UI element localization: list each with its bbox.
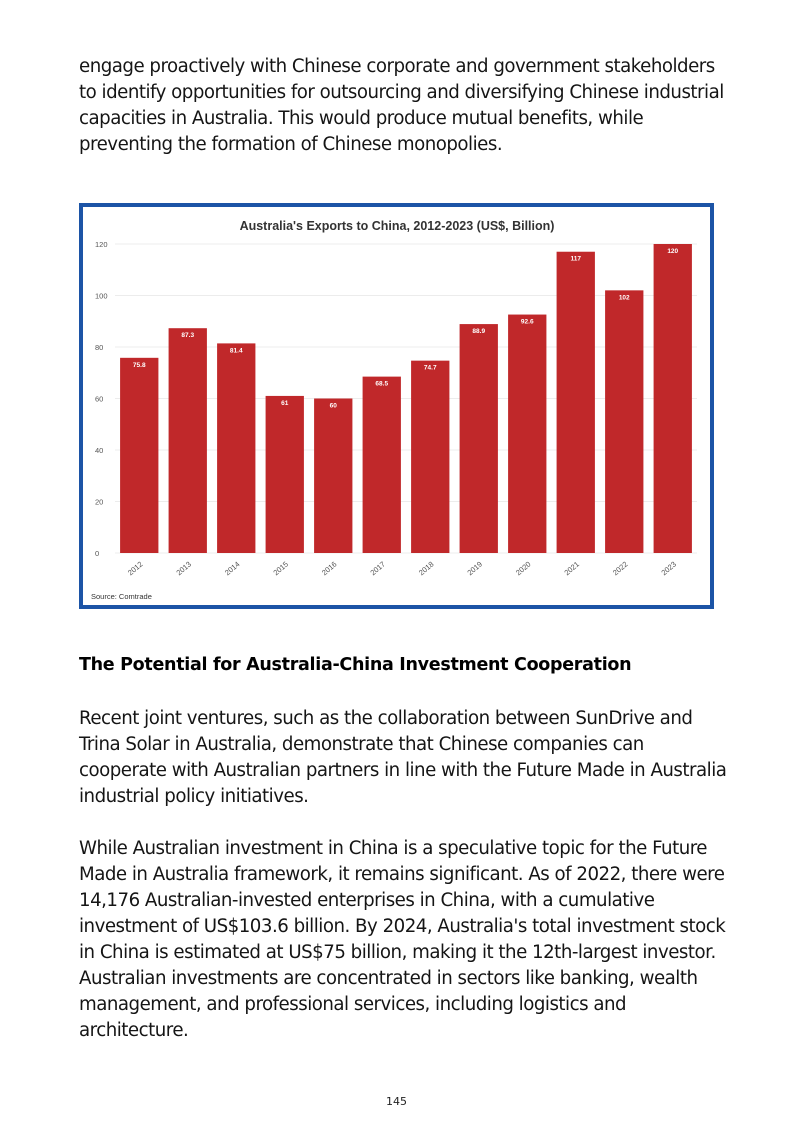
bar-chart-svg xyxy=(83,207,710,605)
x-tick-label: 2021 xyxy=(562,559,582,578)
data-label: 74.7 xyxy=(423,364,437,372)
data-label: 75.8 xyxy=(132,361,146,369)
y-tick-label: 100 xyxy=(95,291,108,301)
data-label: 117 xyxy=(570,255,581,263)
exports-chart xyxy=(79,203,714,609)
body-paragraph: engage proactively with Chinese corporate and government stakeholders to identify opportunities for outsourcing and diversifying Chinese industrial capacities in Australia. This would produce mutual benefits, while preventing the formation of Chinese monopolies. xyxy=(79,56,724,155)
bar xyxy=(411,361,449,553)
y-tick-label: 60 xyxy=(95,394,104,404)
bar xyxy=(314,399,352,554)
y-tick-label: 0 xyxy=(95,549,100,558)
bar xyxy=(605,290,643,553)
x-tick-label: 2014 xyxy=(222,559,242,578)
data-label: 88.9 xyxy=(472,328,486,336)
bar xyxy=(120,358,158,553)
bar xyxy=(557,252,595,553)
bar xyxy=(266,396,304,553)
y-tick-label: 20 xyxy=(95,497,104,507)
x-tick-label: 2023 xyxy=(659,559,679,578)
section-heading: The Potential for Australia-China Investment Cooperation xyxy=(79,655,632,675)
x-tick-label: 2015 xyxy=(271,559,291,578)
data-label: 81.4 xyxy=(229,347,243,355)
x-tick-label: 2019 xyxy=(465,559,485,578)
page-number: 145 xyxy=(386,1095,407,1108)
bar xyxy=(363,377,401,553)
x-tick-label: 2017 xyxy=(368,559,388,578)
x-tick-label: 2016 xyxy=(319,559,339,578)
bar xyxy=(460,324,498,553)
y-axis-ticks xyxy=(95,240,108,558)
bar xyxy=(508,315,546,553)
data-label: 102 xyxy=(618,294,630,302)
x-tick-label: 2022 xyxy=(610,559,630,578)
x-axis-ticks xyxy=(126,560,678,578)
data-label: 61 xyxy=(281,399,289,407)
data-label: 92.6 xyxy=(520,318,534,326)
y-tick-label: 40 xyxy=(95,446,104,455)
x-tick-label: 2012 xyxy=(125,559,145,578)
x-tick-label: 2013 xyxy=(174,559,194,578)
chart-title: Australia's Exports to China, 2012-2023 (US$, Billion) xyxy=(239,219,555,233)
bar xyxy=(217,343,255,553)
bar xyxy=(169,328,207,553)
bar xyxy=(654,244,692,553)
data-label: 60 xyxy=(329,402,337,410)
chart-source: Source: Comtrade xyxy=(91,592,152,601)
data-label: 68.5 xyxy=(375,380,389,388)
y-tick-label: 120 xyxy=(95,240,108,249)
body-paragraph: While Australian investment in China is a speculative topic for the Future Made in Australia framework, it remains significant. As of 2022, there were 14,176 Australian-invested enterprises in China, with a cumulative investment of US$103.6 billion. By 2024, Australia's total investment stock in China is estimated at US$75 billion, making it the 12th-largest investor. Australian investments are concentrated in sectors like banking, wealth management, and professional services, including logistics and architecture. xyxy=(79,838,726,1041)
x-tick-label: 2020 xyxy=(513,559,533,578)
body-paragraph: Recent joint ventures, such as the collaboration between SunDrive and Trina Solar in Australia, demonstrate that Chinese companies can cooperate with Australian partners in line with the Future Made in Australia industrial policy initiatives. xyxy=(79,708,727,807)
data-label: 87.3 xyxy=(181,332,195,340)
x-tick-label: 2018 xyxy=(416,559,436,578)
y-tick-label: 80 xyxy=(95,343,104,352)
data-label: 120 xyxy=(667,248,679,255)
